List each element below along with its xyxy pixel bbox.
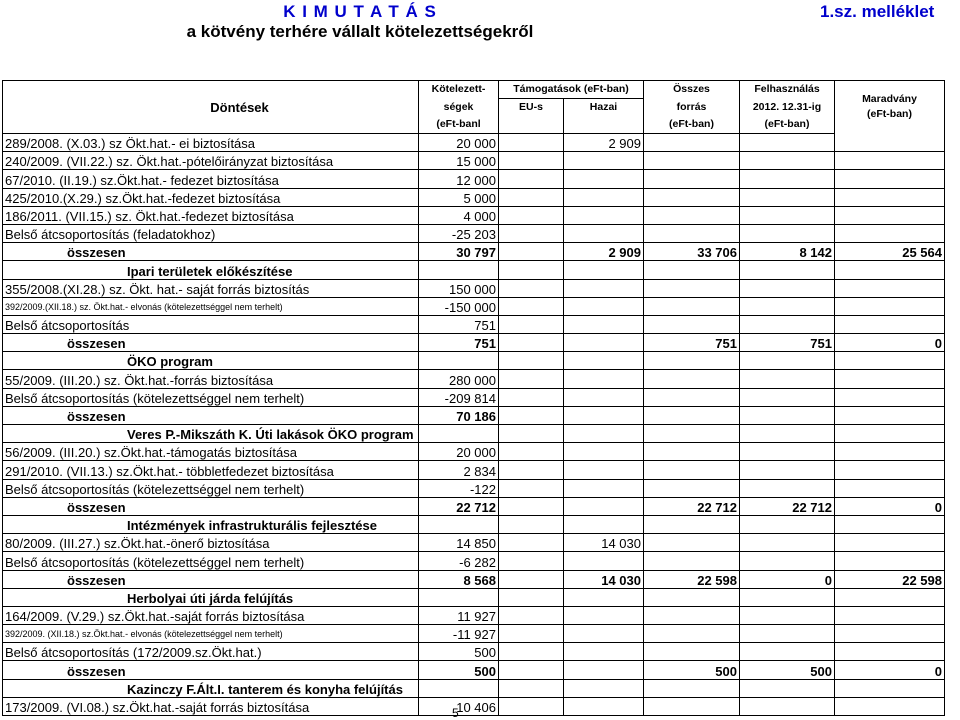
cell-col-1 [419,588,499,606]
cell-col-3 [564,370,644,388]
cell-col-6 [835,588,945,606]
cell-col-1: 12 000 [419,170,499,188]
cell-col-2 [499,515,564,533]
cell-col-3 [564,425,644,443]
cell-col-2 [499,570,564,588]
cell-col-4 [644,406,740,424]
cell-col-3 [564,461,644,479]
cell-col-6 [835,297,945,315]
cell-col-3 [564,679,644,697]
cell-col-6 [835,170,945,188]
cell-col-6: 22 598 [835,570,945,588]
cell-col-5 [740,352,835,370]
cell-col-6 [835,206,945,224]
cell-col-2 [499,606,564,624]
row-label: Belső átcsoportosítás (feladatokhoz) [3,224,419,242]
cell-col-6 [835,534,945,552]
cell-col-6: 0 [835,497,945,515]
table-row [3,461,945,479]
row-label: 355/2008.(XI.28.) sz. Ökt. hat.- saját forrás biztosítás [3,279,419,297]
cell-col-4 [644,352,740,370]
cell-col-5 [740,606,835,624]
row-label: összesen [3,243,419,261]
cell-col-3 [564,279,644,297]
cell-col-2 [499,679,564,697]
table-row [3,152,945,170]
col-header-maradvany-unit: (eFt-ban) [867,108,912,121]
section-row [3,261,945,279]
cell-col-2 [499,315,564,333]
cell-col-5 [740,679,835,697]
cell-col-3 [564,406,644,424]
cell-col-3 [564,170,644,188]
table-body [3,134,945,716]
table-row [3,170,945,188]
cell-col-5: 0 [740,570,835,588]
table-row [3,388,945,406]
row-label: 173/2009. (VI.08.) sz.Ökt.hat.-saját forrás biztosítása [3,697,419,715]
cell-col-6 [835,224,945,242]
cell-col-6 [835,152,945,170]
cell-col-2 [499,243,564,261]
row-label: összesen [3,406,419,424]
cell-col-4 [644,261,740,279]
row-label: 80/2009. (III.27.) sz.Ökt.hat.-önerő biztosítása [3,534,419,552]
row-label: Belső átcsoportosítás (kötelezettséggel nem terhelt) [3,388,419,406]
table-row [3,625,945,643]
cell-col-1: 5 000 [419,188,499,206]
table-row [3,643,945,661]
cell-col-5 [740,261,835,279]
report-subtitle: a kötvény terhére vállalt kötelezettségekről [186,22,534,41]
cell-col-5 [740,224,835,242]
cell-col-6 [835,625,945,643]
cell-col-2 [499,697,564,715]
row-label: Belső átcsoportosítás (172/2009.sz.Ökt.hat.) [3,643,419,661]
cell-col-2 [499,497,564,515]
header-row-2 [3,99,945,117]
cell-col-6 [835,606,945,624]
cell-col-3 [564,588,644,606]
total-row [3,243,945,261]
cell-col-5 [740,315,835,333]
cell-col-6: 0 [835,334,945,352]
cell-col-3 [564,606,644,624]
cell-col-5 [740,279,835,297]
cell-col-2 [499,552,564,570]
cell-col-4 [644,643,740,661]
cell-col-6 [835,643,945,661]
cell-col-5 [740,515,835,533]
cell-col-4 [644,625,740,643]
cell-col-4 [644,425,740,443]
cell-col-1: 751 [419,334,499,352]
cell-col-2 [499,388,564,406]
cell-col-6 [835,515,945,533]
table-row [3,606,945,624]
cell-col-1: 14 850 [419,534,499,552]
cell-col-3 [564,643,644,661]
section-row [3,588,945,606]
cell-col-6 [835,679,945,697]
cell-col-1: -25 203 [419,224,499,242]
cell-col-6: 25 564 [835,243,945,261]
cell-col-1: 11 927 [419,606,499,624]
cell-col-3: 14 030 [564,570,644,588]
cell-col-6 [835,134,945,152]
cell-col-5 [740,388,835,406]
cell-col-4: 33 706 [644,243,740,261]
row-label: 289/2008. (X.03.) sz Ökt.hat.- ei biztosítása [3,134,419,152]
row-label: összesen [3,570,419,588]
cell-col-5 [740,134,835,152]
report-title: K I M U T A T Á S [283,2,437,21]
cell-col-5 [740,643,835,661]
cell-col-6 [835,443,945,461]
cell-col-2 [499,370,564,388]
table-row [3,552,945,570]
row-label: 67/2010. (II.19.) sz.Ökt.hat.- fedezet biztosítása [3,170,419,188]
cell-col-6: 0 [835,661,945,679]
row-label: Belső átcsoportosítás (kötelezettséggel nem terhelt) [3,479,419,497]
cell-col-6 [835,261,945,279]
total-row [3,406,945,424]
cell-col-2 [499,279,564,297]
cell-col-1 [419,352,499,370]
cell-col-4 [644,170,740,188]
col-header-osszes: Összes [644,81,740,99]
cell-col-1: 500 [419,643,499,661]
cell-col-4 [644,515,740,533]
table-row [3,297,945,315]
cell-col-2 [499,152,564,170]
cell-col-4 [644,279,740,297]
table-row [3,224,945,242]
cell-col-1: 20 000 [419,443,499,461]
row-label: 164/2009. (V.29.) sz.Ökt.hat.-saját forrás biztosítása [3,606,419,624]
row-label: 55/2009. (III.20.) sz. Ökt.hat.-forrás biztosítása [3,370,419,388]
cell-col-5 [740,625,835,643]
cell-col-2 [499,643,564,661]
cell-col-2 [499,261,564,279]
cell-col-1: -11 927 [419,625,499,643]
cell-col-6 [835,188,945,206]
cell-col-4 [644,697,740,715]
cell-col-5 [740,425,835,443]
cell-col-4: 22 712 [644,497,740,515]
total-row [3,570,945,588]
cell-col-3 [564,479,644,497]
cell-col-4 [644,461,740,479]
row-label: ÖKO program [3,352,419,370]
cell-col-3: 2 909 [564,243,644,261]
table-row [3,534,945,552]
cell-col-5: 751 [740,334,835,352]
cell-col-1: 8 568 [419,570,499,588]
cell-col-4 [644,443,740,461]
total-row [3,497,945,515]
row-label: összesen [3,497,419,515]
cell-col-2 [499,443,564,461]
col-header-forras: forrás [644,99,740,117]
total-row [3,334,945,352]
cell-col-4 [644,552,740,570]
col-header-maradvany: Maradvány [862,93,917,106]
cell-col-1: 22 712 [419,497,499,515]
cell-col-5: 8 142 [740,243,835,261]
row-label: Ipari területek előkészítése [3,261,419,279]
header-row-1 [3,81,945,99]
table-row [3,315,945,333]
col-header-eus: EU-s [499,99,564,117]
row-label: 425/2010.(X.29.) sz.Ökt.hat.-fedezet biztosítása [3,188,419,206]
cell-col-1: 2 834 [419,461,499,479]
header-row-3 [3,116,945,134]
cell-col-4 [644,679,740,697]
col-header-tamogatasok: Támogatások (eFt-ban) [499,81,644,99]
cell-col-1: -122 [419,479,499,497]
cell-col-1: 4 000 [419,206,499,224]
col-header-dontesek: Döntések [3,99,419,117]
cell-col-6 [835,406,945,424]
table-row [3,206,945,224]
cell-col-6 [835,697,945,715]
section-row [3,679,945,697]
row-label: 240/2009. (VII.22.) sz. Ökt.hat.-pótelőirányzat biztosítása [3,152,419,170]
cell-col-2 [499,661,564,679]
cell-col-4: 751 [644,334,740,352]
cell-col-5: 500 [740,661,835,679]
cell-col-4 [644,479,740,497]
cell-col-3 [564,388,644,406]
cell-col-5 [740,479,835,497]
cell-col-4 [644,370,740,388]
cell-col-3 [564,552,644,570]
cell-col-1: 280 000 [419,370,499,388]
cell-col-2 [499,479,564,497]
cell-col-2 [499,625,564,643]
cell-col-4 [644,152,740,170]
row-label: Veres P.-Mikszáth K. Úti lakások ÖKO program [3,425,419,443]
cell-col-4: 22 598 [644,570,740,588]
cell-col-6 [835,552,945,570]
section-row [3,425,945,443]
cell-col-6 [835,388,945,406]
cell-col-3 [564,497,644,515]
col-header-unit-4: (eFt-ban) [644,116,740,134]
cell-col-2 [499,406,564,424]
cell-col-5 [740,152,835,170]
cell-col-5 [740,297,835,315]
cell-col-5 [740,697,835,715]
table-row [3,279,945,297]
cell-col-4 [644,315,740,333]
cell-col-1: 20 000 [419,134,499,152]
cell-col-1 [419,261,499,279]
cell-col-6 [835,461,945,479]
cell-col-5 [740,552,835,570]
cell-col-3 [564,206,644,224]
cell-col-1 [419,515,499,533]
section-row [3,352,945,370]
row-label: összesen [3,334,419,352]
row-label: 291/2010. (VII.13.) sz.Ökt.hat.- többletfedezet biztosítása [3,461,419,479]
row-label: Kazinczy F.Ált.I. tanterem és konyha felújítás [3,679,419,697]
row-label: 186/2011. (VII.15.) sz. Ökt.hat.-fedezet biztosítása [3,206,419,224]
cell-col-3 [564,661,644,679]
cell-col-3 [564,352,644,370]
cell-col-1: -209 814 [419,388,499,406]
cell-col-1 [419,425,499,443]
cell-col-3 [564,625,644,643]
cell-col-4 [644,134,740,152]
cell-col-4 [644,206,740,224]
cell-col-3 [564,152,644,170]
cell-col-5 [740,188,835,206]
cell-col-6 [835,315,945,333]
cell-col-1: -6 282 [419,552,499,570]
row-label: Intézmények infrastrukturális fejlesztése [3,515,419,533]
col-header-hazai: Hazai [564,99,644,117]
cell-col-3: 14 030 [564,534,644,552]
cell-col-3 [564,443,644,461]
cell-col-4 [644,388,740,406]
cell-col-2 [499,188,564,206]
cell-col-4 [644,224,740,242]
cell-col-6 [835,279,945,297]
cell-col-2 [499,534,564,552]
cell-col-4 [644,606,740,624]
cell-col-3 [564,297,644,315]
row-label: Herbolyai úti járda felújítás [3,588,419,606]
cell-col-2 [499,134,564,152]
cell-col-5 [740,461,835,479]
attachment-label: 1.sz. melléklet [820,2,935,21]
row-label: 56/2009. (III.20.) sz.Ökt.hat.-támogatás biztosítása [3,443,419,461]
col-header-segek: ségek [419,99,499,117]
col-header-felhasznalas: Felhasználás [740,81,835,99]
cell-col-4 [644,588,740,606]
cell-col-2 [499,206,564,224]
cell-col-6 [835,425,945,443]
row-label: összesen [3,661,419,679]
col-header-unit-5: (eFt-ban) [740,116,835,134]
cell-col-3 [564,697,644,715]
cell-col-1: -150 000 [419,297,499,315]
table-row [3,443,945,461]
cell-col-2 [499,425,564,443]
col-header-date: 2012. 12.31-ig [740,99,835,117]
cell-col-4 [644,534,740,552]
page-number: 5 [452,706,459,720]
cell-col-2 [499,461,564,479]
cell-col-2 [499,297,564,315]
cell-col-2 [499,588,564,606]
table-row [3,188,945,206]
col-header-kotelezett: Kötelezett- [419,81,499,99]
table-row [3,479,945,497]
cell-col-3 [564,334,644,352]
table-row [3,697,945,715]
row-label: 392/2009. (XII.18.) sz.Ökt.hat.- elvonás (kötelezettséggel nem terhelt) [3,625,419,643]
cell-col-4 [644,297,740,315]
cell-col-5 [740,443,835,461]
obligations-table [2,80,945,716]
cell-col-5: 22 712 [740,497,835,515]
section-row [3,515,945,533]
cell-col-3 [564,261,644,279]
cell-col-6 [835,370,945,388]
cell-col-3 [564,224,644,242]
col-header-unit-1: (eFt-banl [419,116,499,134]
cell-col-3: 2 909 [564,134,644,152]
cell-col-1: 10 406 [419,697,499,715]
cell-col-5 [740,370,835,388]
cell-col-1: 751 [419,315,499,333]
cell-col-6 [835,352,945,370]
cell-col-5 [740,206,835,224]
cell-col-1: 500 [419,661,499,679]
cell-col-3 [564,515,644,533]
row-label: Belső átcsoportosítás [3,315,419,333]
cell-col-3 [564,188,644,206]
total-row [3,661,945,679]
cell-col-3 [564,315,644,333]
cell-col-1: 15 000 [419,152,499,170]
cell-col-4 [644,188,740,206]
cell-col-1 [419,679,499,697]
cell-col-1: 30 797 [419,243,499,261]
cell-col-2 [499,352,564,370]
cell-col-2 [499,170,564,188]
cell-col-5 [740,406,835,424]
row-label: 392/2009.(XII.18.) sz. Ökt.hat.- elvonás (kötelezettséggel nem terhelt) [3,297,419,315]
table-row [3,370,945,388]
cell-col-5 [740,534,835,552]
cell-col-4: 500 [644,661,740,679]
cell-col-6 [835,479,945,497]
cell-col-2 [499,334,564,352]
cell-col-1: 70 186 [419,406,499,424]
cell-col-2 [499,224,564,242]
cell-col-5 [740,170,835,188]
cell-col-5 [740,588,835,606]
cell-col-1: 150 000 [419,279,499,297]
table-row [3,134,945,152]
row-label: Belső átcsoportosítás (kötelezettséggel nem terhelt) [3,552,419,570]
